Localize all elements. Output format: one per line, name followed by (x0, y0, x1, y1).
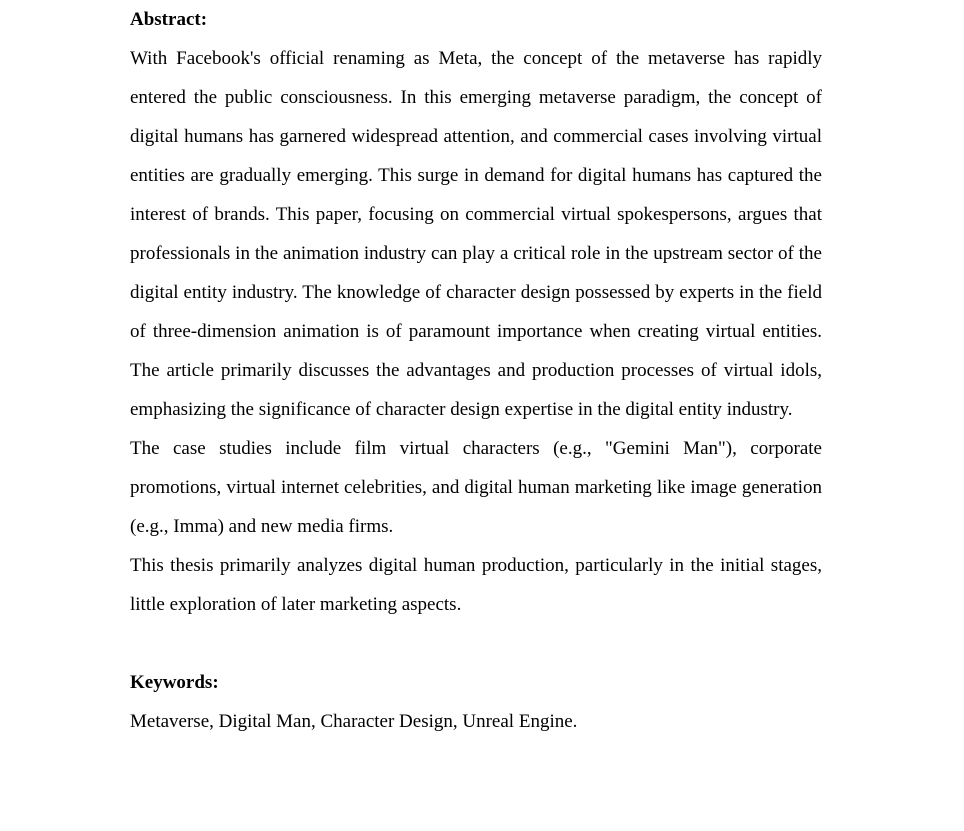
section-spacer (130, 624, 822, 663)
abstract-paragraph-2: The case studies include film virtual characters (e.g., "Gemini Man"), corporate promotions, virtual internet celebrities, and digital human marketing like image generation (e.g., Imma) and new media firms. (130, 438, 822, 537)
keywords-list: Metaverse, Digital Man, Character Design, Unreal Engine. (130, 711, 578, 732)
paper-page (130, 0, 822, 741)
abstract-paragraph-3: This thesis primarily analyzes digital human production, particularly in the initial stages, little exploration of later marketing aspects. (130, 555, 822, 615)
keywords-heading: Keywords: (130, 672, 219, 693)
abstract-heading: Abstract: (130, 9, 208, 30)
abstract-paragraph-1: With Facebook's official renaming as Meta, the concept of the metaverse has rapidly entered the public consciousness. In this emerging metaverse paradigm, the concept of digital humans has garnered widespread attention, and commercial cases involving virtual entities are gradually emerging. This surge in demand for digital humans has captured the interest of brands. This paper, focusing on commercial virtual spokespersons, argues that professionals in the animation industry can play a critical role in the upstream sector of the digital entity industry. The knowledge of character design possessed by experts in the field of three-dimension animation is of paramount importance when creating virtual entities. The article primarily discusses the advantages and production processes of virtual idols, emphasizing the significance of character design expertise in the digital entity industry. (130, 48, 822, 420)
